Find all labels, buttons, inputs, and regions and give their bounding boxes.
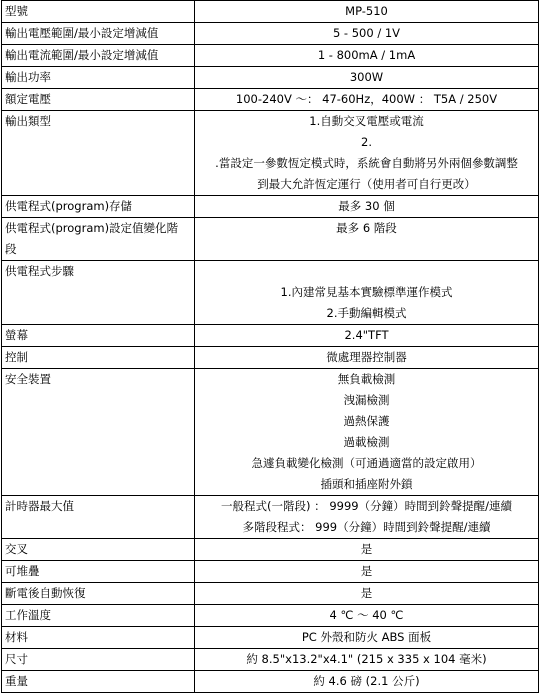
spec-label: 供電程式步驟 xyxy=(2,261,195,325)
table-row xyxy=(2,496,539,539)
spec-value: PC 外殼和防火 ABS 面板 xyxy=(195,627,539,649)
spec-value: 無負載檢測 洩漏檢測 過熱保護 過載檢測 急遽負載變化檢測（可通過適當的設定啟用） 插頭和插座附外鎖 xyxy=(195,369,539,496)
spec-value: 100-240V ～： 47-60Hz，400W ： T5A / 250V xyxy=(195,89,539,111)
spec-label: 斷電後自動恢復 xyxy=(2,583,195,605)
table-row xyxy=(2,369,539,496)
table-row xyxy=(2,23,539,45)
spec-label: 計時器最大值 xyxy=(2,496,195,539)
spec-value: 是 xyxy=(195,561,539,583)
table-row xyxy=(2,649,539,671)
table-row xyxy=(2,45,539,67)
spec-value: 微處理器控制器 xyxy=(195,347,539,369)
table-row xyxy=(2,605,539,627)
table-row xyxy=(2,89,539,111)
table-row xyxy=(2,671,539,693)
table-row xyxy=(2,539,539,561)
spec-label: 可堆疊 xyxy=(2,561,195,583)
spec-value: 1.自動交叉電壓或電流 2. .當設定一參數恆定模式時，系統會自動將另外兩個參數調整 到最大允許恆定運行（使用者可自行更改） xyxy=(195,111,539,196)
spec-label: 安全裝置 xyxy=(2,369,195,496)
spec-value: 最多 30 個 xyxy=(195,196,539,218)
spec-label: 供電程式(program)存儲 xyxy=(2,196,195,218)
spec-label: 工作溫度 xyxy=(2,605,195,627)
spec-label: 輸出電壓範圍/最小設定增減值 xyxy=(2,23,195,45)
spec-label: 控制 xyxy=(2,347,195,369)
spec-value: 300W xyxy=(195,67,539,89)
spec-label: 輸出類型 xyxy=(2,111,195,196)
spec-value: 1.內建常見基本實驗標準運作模式 2.手動編輯模式 xyxy=(195,261,539,325)
spec-label: 螢幕 xyxy=(2,325,195,347)
spec-label: 材料 xyxy=(2,627,195,649)
table-row xyxy=(2,325,539,347)
table-row xyxy=(2,67,539,89)
spec-value: 1 - 800mA / 1mA xyxy=(195,45,539,67)
spec-label: 尺寸 xyxy=(2,649,195,671)
spec-value: 是 xyxy=(195,583,539,605)
spec-value: 約 8.5"x13.2"x4.1" (215 x 335 x 104 毫米) xyxy=(195,649,539,671)
spec-value: 最多 6 階段 xyxy=(195,218,539,261)
table-row xyxy=(2,111,539,196)
spec-label: 輸出電流範圍/最小設定增減值 xyxy=(2,45,195,67)
spec-value: 2.4"TFT xyxy=(195,325,539,347)
table-row xyxy=(2,218,539,261)
spec-label: 額定電壓 xyxy=(2,89,195,111)
spec-value: 一般程式(一階段) ： 9999（分鐘）時間到鈴聲提醒/連續 多階段程式： 999（分鐘）時間到鈴聲提醒/連續 xyxy=(195,496,539,539)
table-row xyxy=(2,347,539,369)
table-row xyxy=(2,627,539,649)
spec-label: 供電程式(program)設定值變化階 段 xyxy=(2,218,195,261)
table-row xyxy=(2,261,539,325)
table-row xyxy=(2,561,539,583)
spec-label: 型號 xyxy=(2,1,195,23)
spec-value: 5 - 500 / 1V xyxy=(195,23,539,45)
spec-table xyxy=(1,0,539,693)
spec-label: 重量 xyxy=(2,671,195,693)
spec-value: 是 xyxy=(195,539,539,561)
spec-label: 輸出功率 xyxy=(2,67,195,89)
table-row xyxy=(2,1,539,23)
table-row xyxy=(2,583,539,605)
spec-label: 交叉 xyxy=(2,539,195,561)
spec-value: MP-510 xyxy=(195,1,539,23)
spec-value: 約 4.6 磅 (2.1 公斤) xyxy=(195,671,539,693)
spec-value: 4 ℃ ～ 40 ℃ xyxy=(195,605,539,627)
table-row xyxy=(2,196,539,218)
